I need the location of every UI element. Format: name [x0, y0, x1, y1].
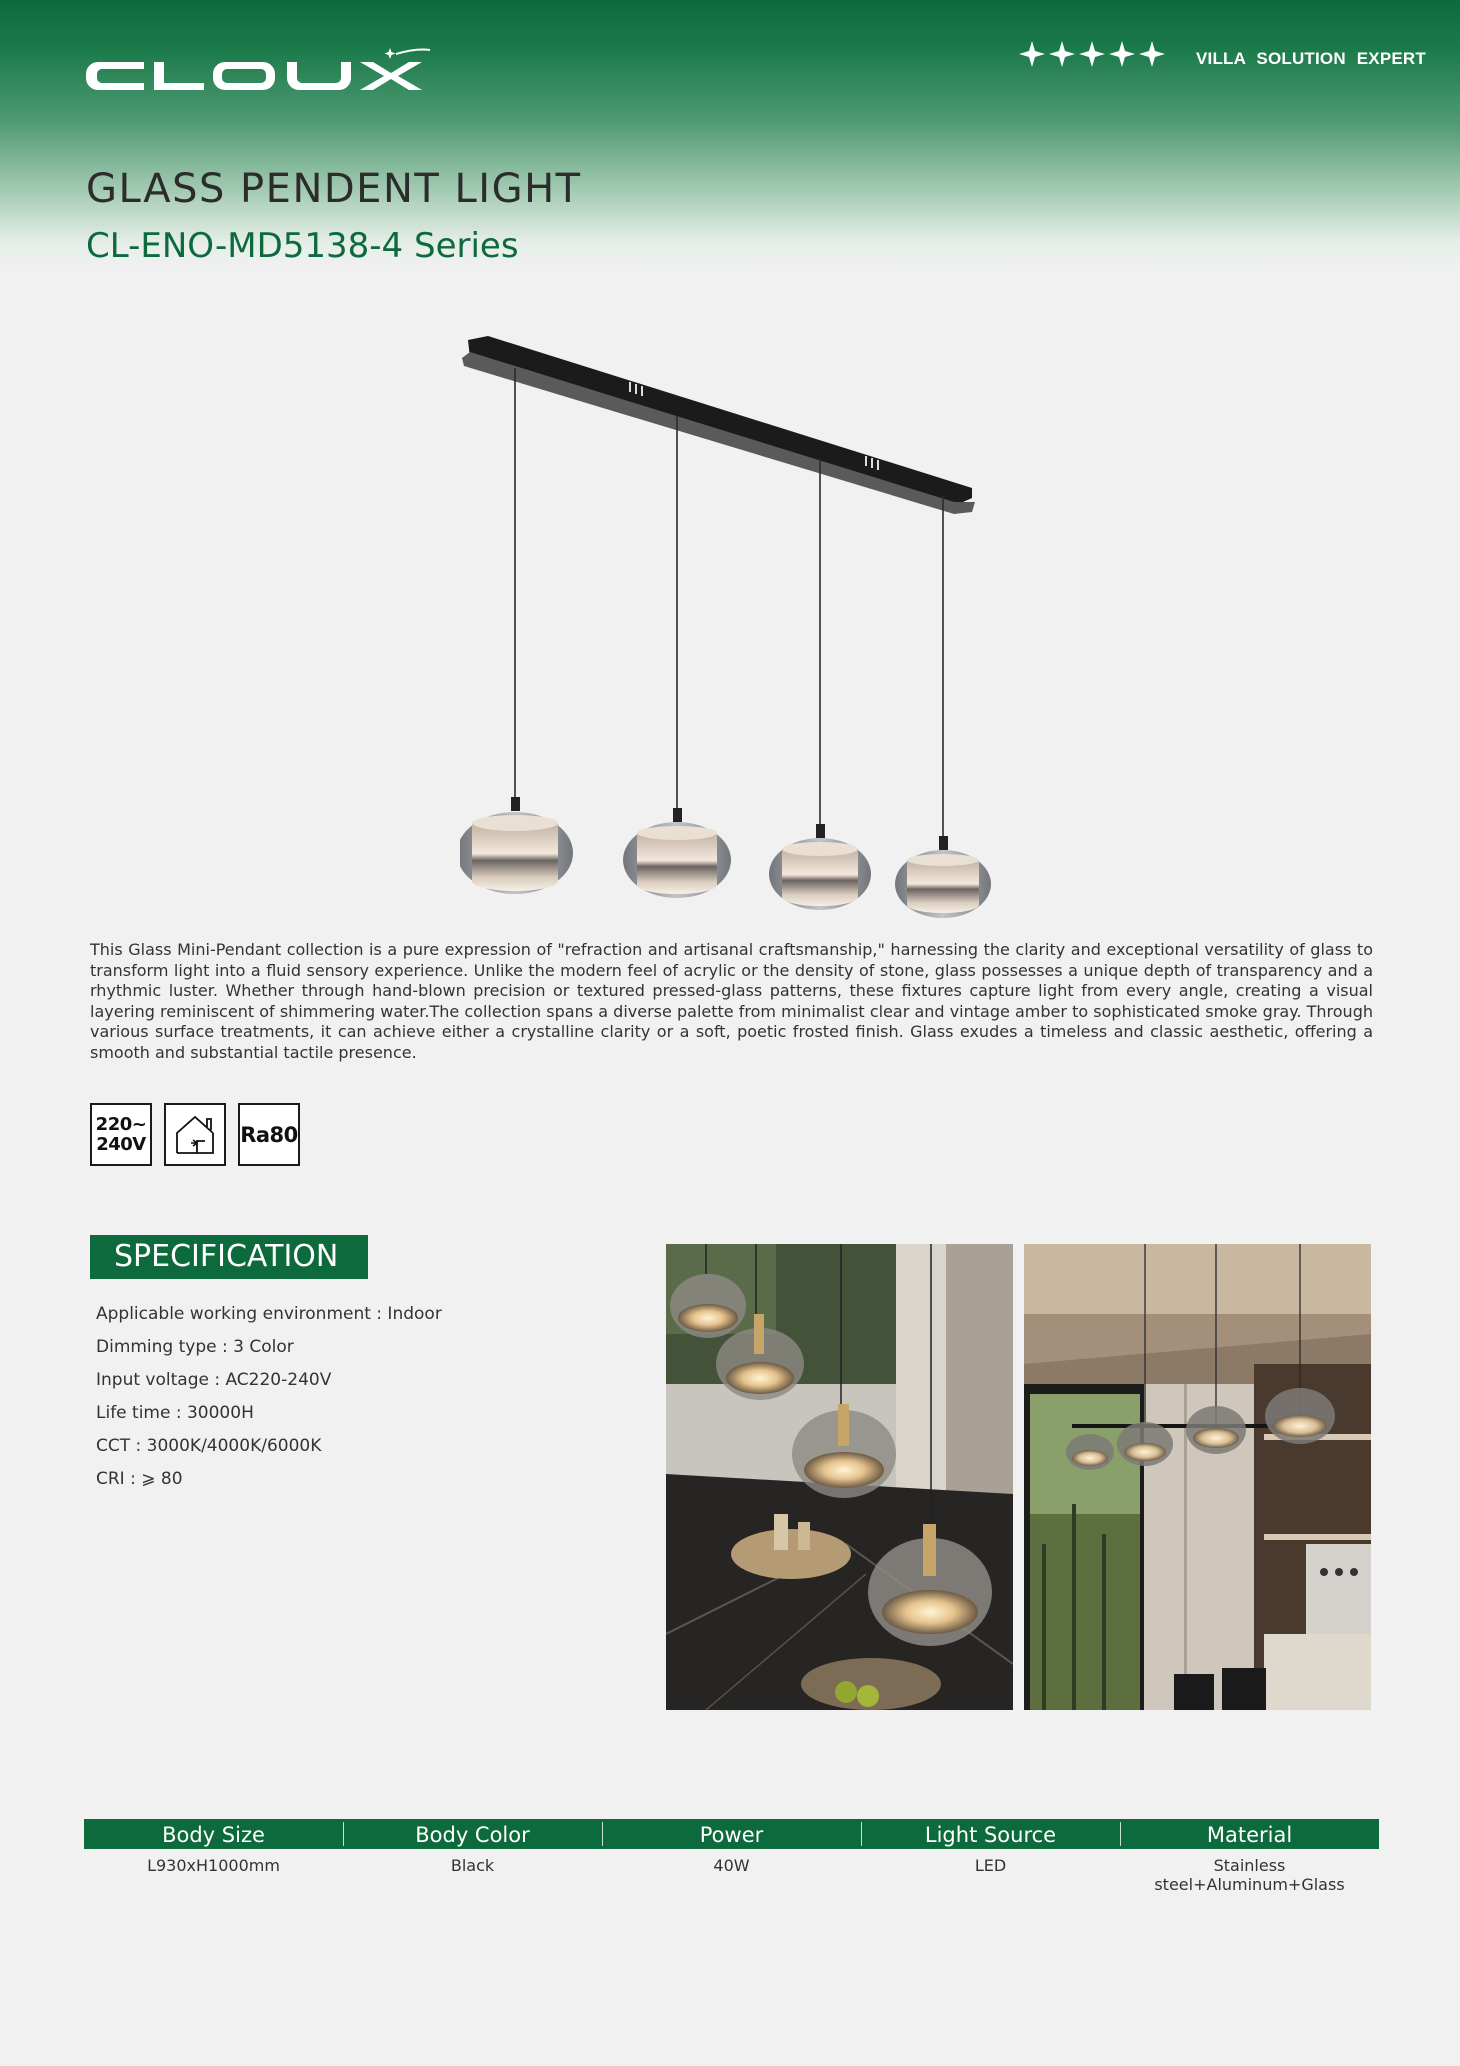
- voltage-badge: 220~ 240V: [90, 1103, 152, 1166]
- column-header-light-source: Light Source: [861, 1819, 1120, 1849]
- column-header-body-size: Body Size: [162, 1823, 265, 1847]
- specification-heading: SPECIFICATION: [90, 1235, 368, 1279]
- page-title: GLASS PENDENT LIGHT: [86, 166, 582, 212]
- cell-body-size: L930xH1000mm: [147, 1856, 280, 1875]
- scene-photo-closeup: [666, 1244, 1013, 1710]
- cri-badge: Ra80: [238, 1103, 300, 1166]
- product-image: [460, 330, 1000, 930]
- spec-item: Life time : 30000H: [96, 1403, 254, 1423]
- specification-list: [96, 1302, 442, 1500]
- feature-badges: [90, 1103, 300, 1166]
- spec-item: Dimming type : 3 Color: [96, 1337, 294, 1357]
- cell-light-source: LED: [974, 1856, 1007, 1875]
- column-header-material: Material: [1120, 1819, 1379, 1849]
- tagline: VILLA SOLUTION EXPERT: [1196, 49, 1426, 68]
- spec-item: CCT : 3000K/4000K/6000K: [96, 1436, 322, 1456]
- spec-item: Applicable working environment : Indoor: [96, 1304, 442, 1324]
- column-header-power: Power: [602, 1819, 861, 1849]
- product-description: This Glass Mini-Pendant collection is a pure expression of "refraction and artisanal craftsmanship," harnessing the clarity and exceptional versatility of glass to transform light into a fluid sensory experience. Unlike the modern feel of acrylic or the density of stone, glass possesses a unique depth of transparency and a rhythmic luster. Whether through hand-blown precision or textured pressed-glass patterns, these fixtures capture light from every angle, creating a visual layering reminiscent of shimmering water.The collection spans a diverse palette from minimalist clear and vintage amber to sophisticated smoke gray. Through various surface treatments, it can achieve either a crystalline clarity or a soft, poetic frosted finish. Glass exudes a timeless and classic aesthetic, offering a smooth and substantial tactile presence.: [90, 940, 1373, 1062]
- brand-logo: [84, 42, 436, 102]
- five-stars-icon: [1018, 40, 1166, 68]
- spec-item: CRI : ⩾ 80: [96, 1469, 183, 1489]
- table-row: [84, 1856, 1379, 1894]
- spec-item: Input voltage : AC220-240V: [96, 1370, 332, 1390]
- series-subtitle: CL-ENO-MD5138-4 Series: [86, 226, 519, 266]
- cell-body-color: Black: [450, 1856, 495, 1875]
- column-header-body-color: Body Color: [343, 1819, 602, 1849]
- spec-table-header: [84, 1819, 1379, 1849]
- scene-photo-dining: [1024, 1244, 1371, 1710]
- cell-power: 40W: [713, 1856, 750, 1875]
- cell-material: Stainless steel+Aluminum+Glass: [1154, 1856, 1345, 1894]
- indoor-house-icon: [164, 1103, 226, 1166]
